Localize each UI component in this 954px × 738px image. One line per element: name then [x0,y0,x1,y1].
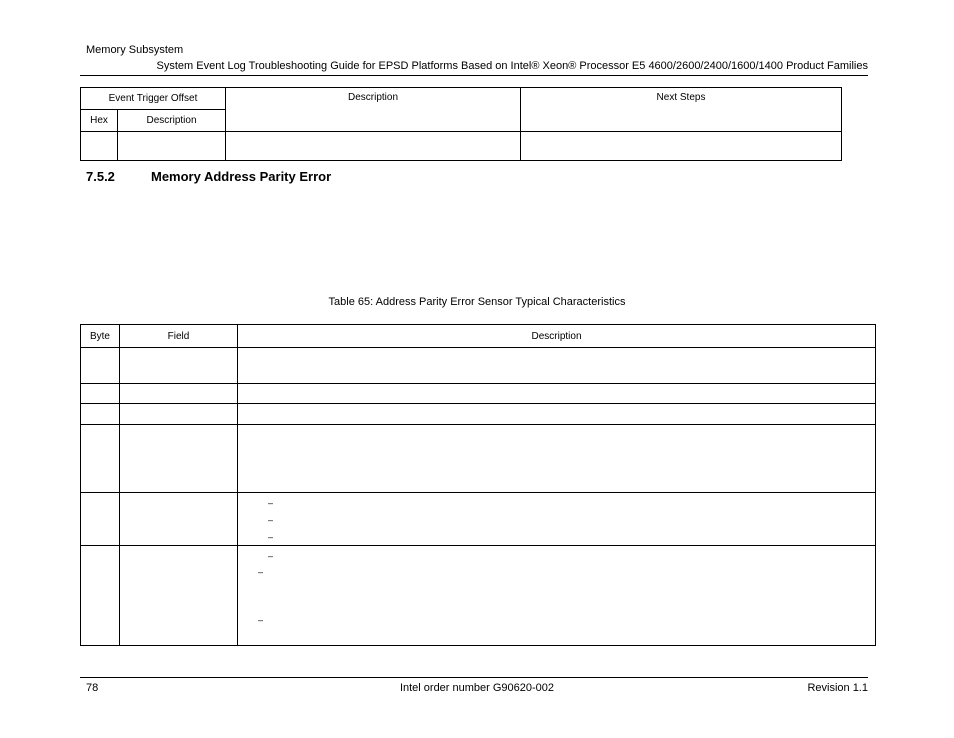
bullet-dash: – [258,615,264,625]
header-field: Field [120,325,238,348]
table-cell [81,546,120,646]
header-description: Description [226,88,521,132]
table-cell [238,546,876,646]
table-row [81,384,876,404]
table-cell [118,132,226,161]
table-cell [81,348,120,384]
header-description: Description [238,325,876,348]
bullet-dash: – [268,532,274,542]
bullet-dash: – [268,498,274,508]
revision: Revision 1.1 [807,682,868,694]
table-cell [120,546,238,646]
table-cell [120,404,238,425]
table-cell [238,348,876,384]
table-caption: Table 65: Address Parity Error Sensor Typical Characteristics [328,296,626,308]
header-event-trigger-offset: Event Trigger Offset [81,88,226,110]
bullet-dash: – [268,515,274,525]
table-row [81,546,876,646]
table-cell [521,132,842,161]
header-byte: Byte [81,325,120,348]
table-row [81,404,876,425]
section-heading: Memory Address Parity Error [151,169,332,184]
sensor-characteristics-table [80,324,876,646]
header-rule [80,75,868,76]
table-cell [120,384,238,404]
table-cell [81,132,118,161]
table-row [81,348,876,384]
header-next-steps: Next Steps [521,88,842,132]
section-number: 7.5.2 [86,169,115,184]
table-cell [238,425,876,493]
table-cell [81,493,120,546]
order-number: Intel order number G90620-002 [399,682,555,694]
table-cell [238,404,876,425]
page-number: 78 [86,682,99,694]
event-trigger-offset-table [80,87,842,161]
table-row [81,425,876,493]
running-header-section: Memory Subsystem [86,44,184,56]
table-cell [120,348,238,384]
table-cell [81,384,120,404]
table-row [81,493,876,546]
table-cell [120,425,238,493]
table-cell [238,384,876,404]
table-cell [238,493,876,546]
table-row [81,132,842,161]
table-cell [81,425,120,493]
table-cell [120,493,238,546]
header-hex: Hex [81,110,118,132]
table-cell [81,404,120,425]
header-offset-description: Description [118,110,226,132]
bullet-dash: – [258,567,264,577]
running-header-title: System Event Log Troubleshooting Guide for EPSD Platforms Based on Intel® Xeon® Processor E5 4600/2600/2400/1600/1400 Product Families [156,60,868,72]
footer-rule [80,677,868,678]
table-cell [226,132,521,161]
bullet-dash: – [268,551,274,561]
